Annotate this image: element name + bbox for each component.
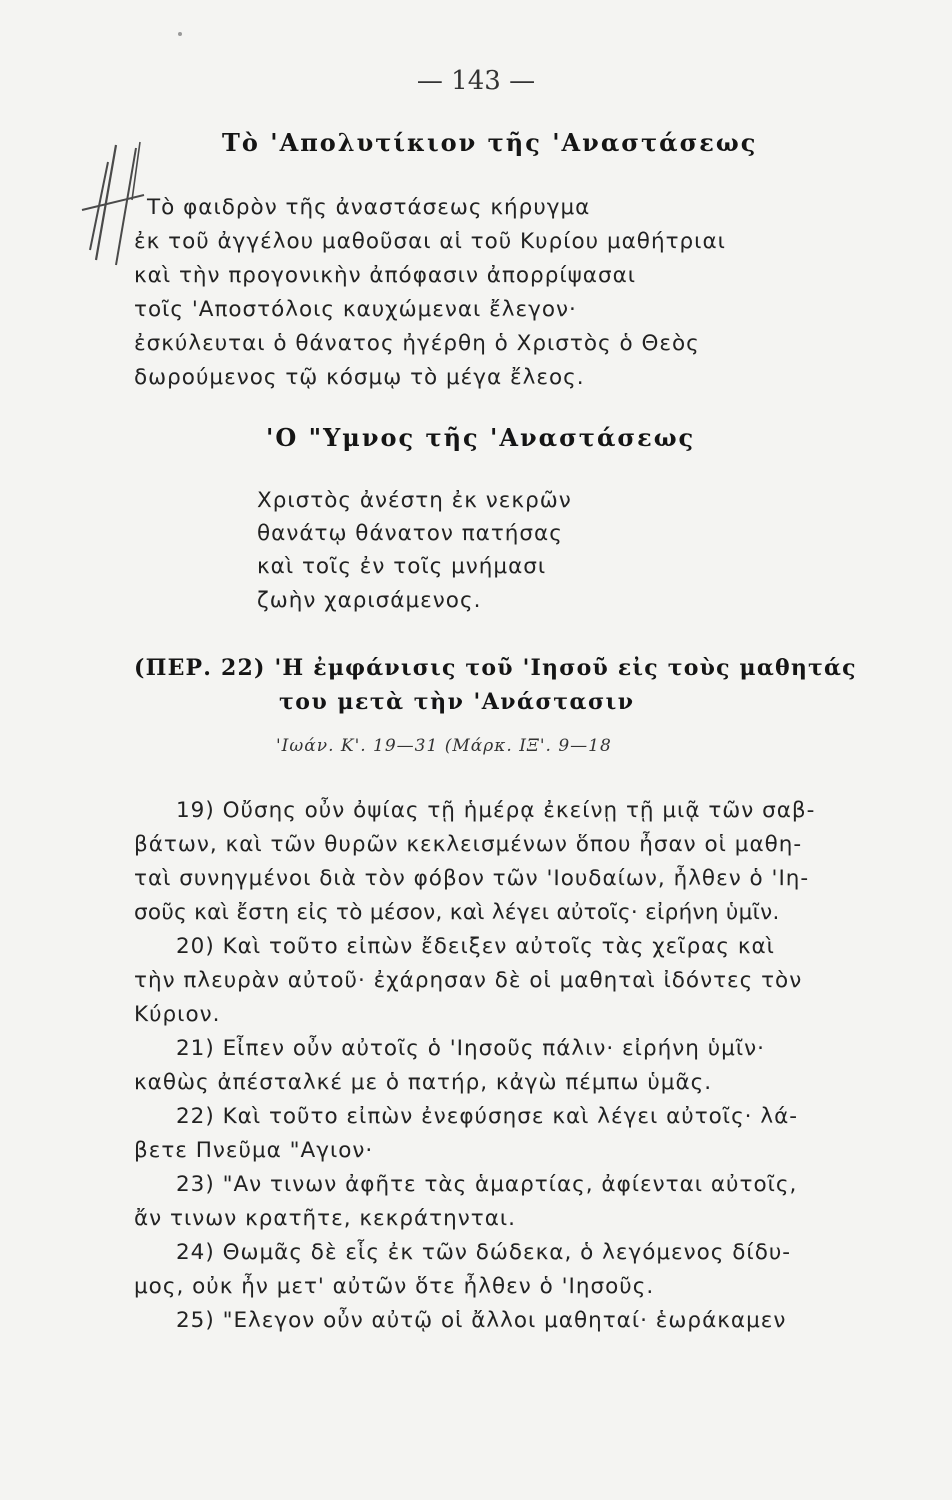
verse-line: σοῦς καὶ ἔστη εἰς τὸ μέσον, καὶ λέγει αὐτοῖς· εἰρήνη ὑμῖν. [134, 900, 780, 925]
verse-line: καθὼς ἀπέσταλκέ με ὁ πατήρ, κἀγὼ πέμπω ὑμᾶς. [134, 1070, 713, 1095]
poem-line: καὶ τοῖς ἐν τοῖς μνήμασι [257, 554, 547, 579]
heading-hymn: 'Ο "Υμνος τῆς 'Αναστάσεως [266, 423, 696, 452]
verse-line: 20) Καὶ τοῦτο εἰπὼν ἔδειξεν αὐτοῖς τὰς χεῖρας καὶ [176, 934, 775, 959]
poem-line: ἐκ τοῦ ἀγγέλου μαθοῦσαι αἱ τοῦ Κυρίου μαθήτριαι [134, 229, 726, 254]
verse-line: 25) "Ελεγον οὖν αὐτῷ οἱ ἄλλοι μαθηταί· ἑωράκαμεν [176, 1308, 787, 1333]
verse-line: 19) Οὔσης οὖν ὀψίας τῇ ἡμέρᾳ ἐκείνῃ τῇ μιᾷ τῶν σαβ- [176, 798, 816, 823]
verse-line: 23) "Αν τινων ἀφῆτε τὰς ἁμαρτίας, ἀφίενται αὐτοῖς, [176, 1172, 798, 1197]
heading-appearance-line2: του μετὰ τὴν 'Ανάστασιν [279, 689, 635, 715]
scan-speck [178, 32, 182, 36]
heading-apolytikion: Τὸ 'Απολυτίκιον τῆς 'Αναστάσεως [222, 128, 758, 157]
verse-line: 21) Εἶπεν οὖν αὐτοῖς ὁ 'Ιησοῦς πάλιν· εἰρήνη ὑμῖν· [176, 1036, 765, 1061]
poem-line: δωρούμενος τῷ κόσμῳ τὸ μέγα ἔλεος. [134, 365, 585, 390]
verse-line: βάτων, καὶ τῶν θυρῶν κεκλεισμένων ὅπου ἦσαν οἱ μαθη- [134, 832, 803, 857]
verse-line: ἄν τινων κρατῆτε, κεκράτηνται. [134, 1206, 516, 1231]
poem-line: καὶ τὴν προγονικὴν ἀπόφασιν ἀπορρίψασαι [134, 263, 637, 288]
verse-line: 22) Καὶ τοῦτο εἰπὼν ἐνεφύσησε καὶ λέγει αὐτοῖς· λά- [176, 1104, 799, 1129]
verse-line: Κύριον. [134, 1002, 221, 1027]
verse-line: μος, οὐκ ἦν μετ' αὐτῶν ὅτε ἦλθεν ὁ 'Ιησοῦς. [134, 1274, 655, 1299]
poem-line: ζωὴν χαρισάμενος. [257, 588, 482, 613]
poem-line: Χριστὸς ἀνέστη ἐκ νεκρῶν [257, 488, 572, 513]
poem-line: Τὸ φαιδρὸν τῆς ἀναστάσεως κήρυγμα [147, 195, 591, 220]
scripture-reference: 'Ιωάν. Κ'. 19—31 (Μάρκ. ΙΞ'. 9—18 [276, 736, 612, 756]
page-number: — 143 — [416, 66, 536, 96]
poem-line: θανάτῳ θάνατον πατήσας [257, 521, 563, 546]
heading-appearance: (ΠΕΡ. 22) 'Η ἐμφάνισις τοῦ 'Ιησοῦ εἰς τοὺς μαθητάς [134, 655, 857, 681]
verse-line: 24) Θωμᾶς δὲ εἷς ἐκ τῶν δώδεκα, ὁ λεγόμενος δίδυ- [176, 1240, 792, 1265]
poem-line: ἐσκύλευται ὁ θάνατος ἠγέρθη ὁ Χριστὸς ὁ Θεὸς [134, 331, 700, 356]
verse-line: τὴν πλευρὰν αὐτοῦ· ἐχάρησαν δὲ οἱ μαθηταὶ ἰδόντες τὸν [134, 968, 803, 993]
poem-line: τοῖς 'Αποστόλοις καυχώμεναι ἔλεγον· [134, 297, 577, 322]
verse-line: ταὶ συνηγμένοι διὰ τὸν φόβον τῶν 'Ιουδαίων, ἦλθεν ὁ 'Ιη- [134, 866, 810, 891]
verse-line: βετε Πνεῦμα "Αγιον· [134, 1138, 374, 1163]
